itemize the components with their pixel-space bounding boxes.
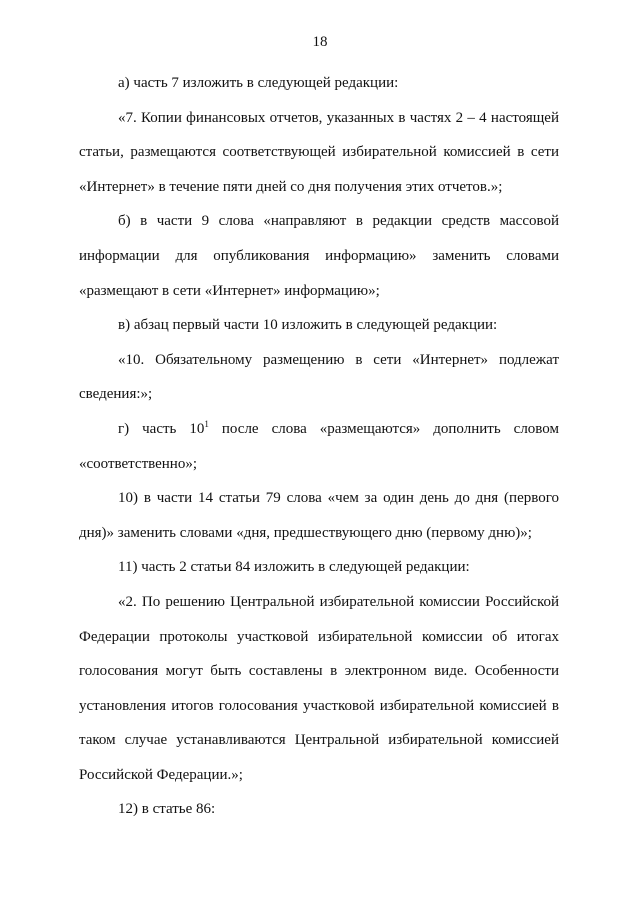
paragraph-amendment-a: а) часть 7 изложить в следующей редакции:	[118, 75, 399, 91]
paragraph-quote-part-2: «2. По решению Центральной избирательной комиссии Российской Федерации протоколы участковой избирательной комиссии об итогах голосования могут быть составлены в электронном виде. Особенности установления итогов голосования участковой избирательной комиссией в таком случае устанавливаются Центральной избирательной комиссией Российской Федерации.»;	[79, 593, 559, 783]
superscript-part-number: 1	[204, 418, 209, 429]
paragraph-item-10: 10) в части 14 статьи 79 слова «чем за один день до дня (первого дня)» заменить словами «дня, предшествующего дню (первому дню)»;	[79, 490, 559, 541]
document-body	[79, 66, 559, 827]
paragraph-quote-part-10: «10. Обязательному размещению в сети «Интернет» подлежат сведения:»;	[79, 351, 559, 403]
paragraph-item-11: 11) часть 2 статьи 84 изложить в следующей редакции:	[118, 559, 470, 576]
paragraph-item-12: 12) в статье 86:	[118, 801, 216, 818]
paragraph-amendment-g-start: г) часть 10	[118, 420, 205, 437]
page-number: 18	[312, 34, 328, 50]
paragraph-amendment-v: в) абзац первый части 10 изложить в следующей редакции:	[118, 317, 498, 334]
paragraph-amendment-g-end: после слова «размещаются» дополнить словом «соответственно»;	[79, 420, 559, 472]
paragraph-amendment-b: б) в части 9 слова «направляют в редакции средств массовой информации для опубликования информацию» заменить словами «размещают в сети «Интернет» информацию»;	[79, 213, 559, 299]
paragraph-quote-part-7: «7. Копии финансовых отчетов, указанных в частях 2 – 4 настоящей статьи, размещаются соответствующей избирательной комиссией в сети «Интернет» в течение пяти дней со дня получения этих отчетов.»;	[79, 109, 559, 195]
paragraph-amendment-g	[79, 412, 559, 481]
